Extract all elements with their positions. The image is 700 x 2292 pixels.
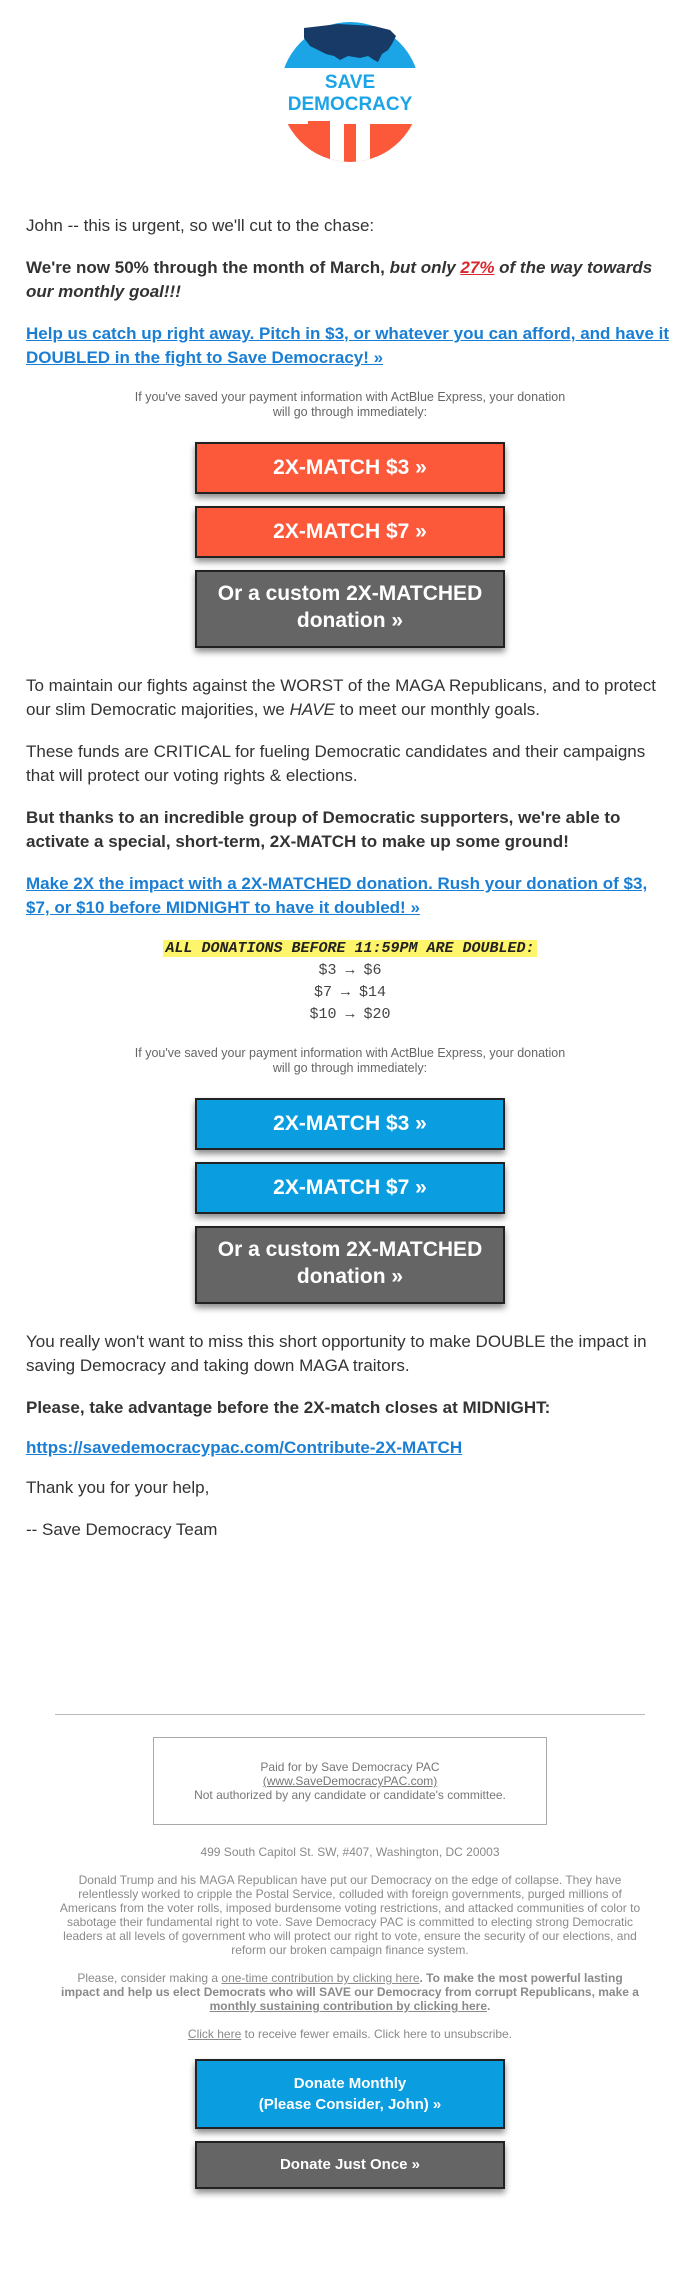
save-democracy-logo (278, 16, 422, 166)
signoff-text: -- Save Democracy Team (26, 1520, 218, 1539)
match-3-button[interactable]: 2X-MATCH $3 » (195, 1098, 505, 1150)
logo-line1: SAVE (324, 72, 376, 93)
unsubscribe-text: to receive fewer emails. Click here to unsubscribe. (241, 2027, 513, 2041)
express-note-line-b: will go through immediately: (272, 405, 428, 419)
custom-match-label-b: donation » (296, 1265, 404, 1288)
donate-once-button[interactable]: Donate Just Once » (195, 2141, 505, 2189)
donate-link-2[interactable]: Make 2X the impact with a 2X-MATCHED donation. Rush your donation of $3, $7, or $10 before MIDNIGHT to have it doubled! » (26, 874, 648, 917)
paid-by-text: Paid for by Save Democracy PAC (260, 1760, 440, 1774)
match-headline: ALL DONATIONS BEFORE 11:59PM ARE DOUBLED: (165, 940, 535, 957)
footer (0, 1714, 700, 2209)
match-table (26, 938, 674, 1026)
monthly-contribution-link[interactable]: monthly sustaining contribution by clicking here (209, 1999, 487, 2013)
footer-buttons (0, 2059, 700, 2189)
cta-paragraph-2 (26, 872, 674, 920)
progress-percent: 27% (460, 258, 495, 277)
match-7-button[interactable]: 2X-MATCH $7 » (195, 506, 505, 558)
donate-link-1[interactable]: Help us catch up right away. Pitch in $3, or whatever you can afford, and have it DOUBLED in the fight to Save Democracy! » (26, 324, 670, 367)
express-note-line-a: If you've saved your payment information with ActBlue Express, your donation (134, 390, 566, 404)
address-text: 499 South Capitol St. SW, #407, Washington, DC 20003 (200, 1845, 500, 1859)
fewer-emails-text (0, 2027, 700, 2041)
express-note-2 (26, 1046, 674, 1076)
progress-italic-post: of the way towards our monthly goal!!! (26, 258, 653, 301)
match-row: $3 → $6 (318, 962, 382, 979)
donate-monthly-button[interactable] (195, 2059, 505, 2129)
consider-end: . (487, 1999, 491, 2013)
consider-pre: Please, consider making a (77, 1971, 222, 1985)
contribute-url-link[interactable]: https://savedemocracypac.com/Contribute-2X-MATCH (26, 1438, 463, 1457)
thank-you-text: Thank you for your help, (26, 1478, 210, 1497)
custom-match-button[interactable] (195, 570, 505, 648)
progress-lead: We're now 50% through the month of March, (26, 258, 385, 277)
express-note-line-b: will go through immediately: (272, 1061, 428, 1075)
custom-match-label-a: Or a custom 2X-MATCHED (217, 582, 483, 605)
progress-italic-pre: but only (384, 258, 461, 277)
maintain-post: to meet our monthly goals. (334, 700, 540, 719)
express-note-1 (26, 390, 674, 420)
match-7-button[interactable]: 2X-MATCH $7 » (195, 1162, 505, 1214)
maintain-paragraph (26, 674, 674, 722)
custom-match-label-b: donation » (296, 609, 404, 632)
custom-match-button[interactable] (195, 1226, 505, 1304)
maintain-pre: To maintain our fights against the WORST of the MAGA Republicans, and to protect our slim Democratic majorities, we (26, 676, 656, 719)
advantage-paragraph: Please, take advantage before the 2X-match closes at MIDNIGHT: (26, 1398, 551, 1417)
consider-bold: . To make the most powerful lasting impact and help us elect Democrats who will SAVE our Democracy from corrupt Republicans, make a (61, 1971, 639, 1999)
one-time-contribution-link[interactable]: one-time contribution by clicking here (221, 1971, 420, 1985)
donation-buttons-1 (26, 442, 674, 648)
thanks-paragraph: But thanks to an incredible group of Democratic supporters, we're able to activate a special, short-term, 2X-MATCH to make up some ground! (26, 808, 621, 851)
funds-paragraph: These funds are CRITICAL for fueling Democratic candidates and their campaigns that will protect our voting rights & elections. (26, 742, 646, 785)
fewer-emails-link[interactable]: Click here (187, 2027, 242, 2041)
donate-monthly-label-b: (Please Consider, John) » (258, 2096, 442, 2113)
match-row: $10 → $20 (309, 1006, 391, 1023)
match-3-button[interactable]: 2X-MATCH $3 » (195, 442, 505, 494)
mission-text: Donald Trump and his MAGA Republican have put our Democracy on the edge of collapse. They have relentlessly worked to cripple the Postal Service, colluded with foreign governments, purged millions of Americans from the voter rolls, imposed burdensome voting restrictions, and attacked communities of color to sabotage their fundamental right to vote. Save Democracy PAC is committed to electing strong Democratic leaders at all levels of government who will protect our right to vote, ensure the security of our elections, and reform our broken campaign finance system. (59, 1873, 641, 1957)
progress-text (26, 256, 674, 304)
cta-paragraph-1 (26, 322, 674, 370)
footer-divider (55, 1714, 645, 1715)
intro-text: John -- this is urgent, so we'll cut to the chase: (26, 216, 375, 235)
pac-website-link[interactable]: (www.SaveDemocracyPAC.com) (262, 1774, 438, 1788)
not-authorized-text: Not authorized by any candidate or candidate's committee. (194, 1788, 506, 1802)
miss-paragraph: You really won't want to miss this short opportunity to make DOUBLE the impact in saving Democracy and taking down MAGA traitors. (26, 1332, 647, 1375)
donation-buttons-2 (26, 1098, 674, 1304)
match-row: $7 → $14 (313, 984, 386, 1001)
custom-match-label-a: Or a custom 2X-MATCHED (217, 1238, 483, 1261)
footer-spacer (0, 2189, 700, 2209)
express-note-line-a: If you've saved your payment information with ActBlue Express, your donation (134, 1046, 566, 1060)
maintain-em: HAVE (289, 700, 335, 719)
paid-for-box (153, 1737, 547, 1825)
email-body (0, 214, 700, 1542)
consider-text (0, 1971, 700, 2013)
logo-line2: DEMOCRACY (287, 94, 413, 115)
header (0, 0, 700, 190)
url-paragraph (26, 1438, 674, 1458)
donate-monthly-label-a: Donate Monthly (293, 2075, 407, 2092)
